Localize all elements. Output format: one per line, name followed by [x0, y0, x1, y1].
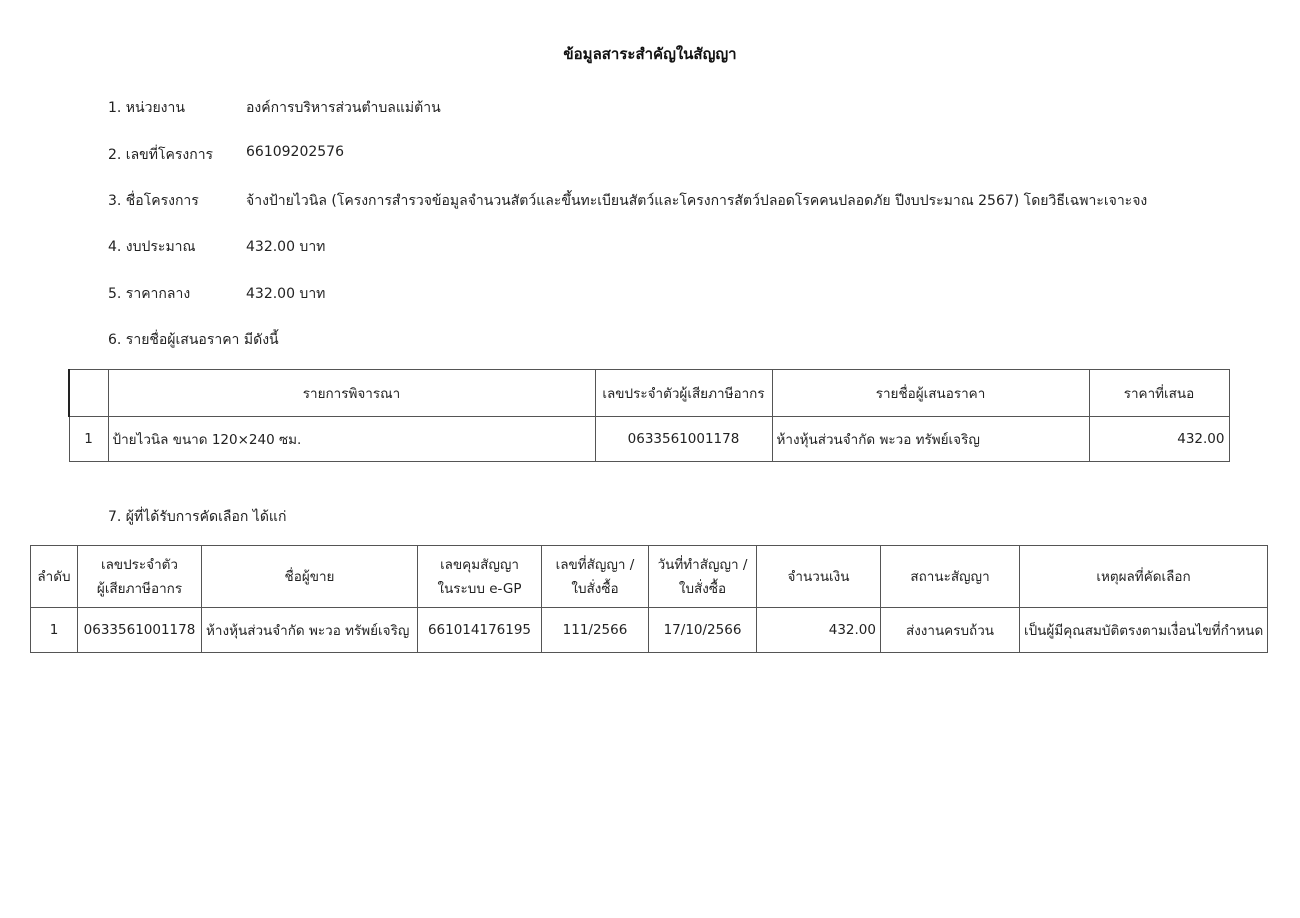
cell-tax-id: 0633561001178	[78, 608, 202, 653]
header-line: ผู้เสียภาษีอากร	[96, 580, 183, 597]
cell-number: 1	[69, 417, 108, 462]
header-cell-control-number	[418, 546, 542, 608]
header-cell-number: ลำดับ	[31, 546, 78, 608]
info-row-agency	[108, 97, 441, 119]
info-label: 2. เลขที่โครงการ	[108, 147, 214, 163]
info-value: 432.00 บาท	[246, 286, 326, 302]
header-line: เลขประจำตัว	[100, 556, 179, 573]
cell-status: ส่งงานครบถ้วน	[881, 608, 1020, 653]
selected-table	[30, 545, 1268, 653]
header-line: เลขคุมสัญญา	[440, 556, 519, 573]
info-value: จ้างป้ายไวนิล (โครงการสำรวจข้อมูลจำนวนสัตว์และขึ้นทะเบียนสัตว์และโครงการสัตว์ปลอดโรคคนปลอดภัย ปีงบประมาณ 2567) โดยวิธีเฉพาะเจาะจง	[246, 193, 1148, 209]
bidders-table	[68, 369, 1230, 462]
header-line: เลขที่สัญญา /	[555, 556, 635, 573]
header-cell-reason: เหตุผลที่คัดเลือก	[1020, 546, 1268, 608]
header-cell-price: ราคาที่เสนอ	[1089, 370, 1229, 417]
table-row	[31, 608, 1268, 653]
info-value: 66109202576	[246, 144, 344, 160]
cell-contract-number: 111/2566	[542, 608, 649, 653]
header-line: วันที่ทำสัญญา /	[657, 556, 748, 573]
info-row-project-number	[108, 144, 344, 166]
cell-item: ป้ายไวนิล ขนาด 120×240 ซม.	[108, 417, 595, 462]
header-cell-contract-date	[649, 546, 757, 608]
cell-amount: 432.00	[757, 608, 881, 653]
info-value: 432.00 บาท	[246, 239, 326, 255]
header-cell-bidder: รายชื่อผู้เสนอราคา	[772, 370, 1089, 417]
table-header-row	[69, 370, 1229, 417]
header-cell-status: สถานะสัญญา	[881, 546, 1020, 608]
cell-seller: ห้างหุ้นส่วนจำกัด พะวอ ทรัพย์เจริญ	[202, 608, 418, 653]
header-cell-contract-number	[542, 546, 649, 608]
document-title: ข้อมูลสาระสำคัญในสัญญา	[563, 45, 737, 63]
header-cell-item: รายการพิจารณา	[108, 370, 595, 417]
cell-price: 432.00	[1089, 417, 1229, 462]
info-value: องค์การบริหารส่วนตำบลแม่ต้าน	[246, 100, 441, 116]
cell-contract-date: 17/10/2566	[649, 608, 757, 653]
info-row-project-name	[108, 190, 1147, 212]
header-cell-tax-id	[78, 546, 202, 608]
info-label: 4. งบประมาณ	[108, 239, 196, 255]
table-header-row	[31, 546, 1268, 608]
info-row-budget	[108, 236, 325, 258]
header-cell-number	[69, 370, 108, 417]
info-row-median-price	[108, 283, 325, 305]
header-line: ใบสั่งซื้อ	[678, 580, 727, 597]
selected-section-label: 7. ผู้ที่ได้รับการคัดเลือก ได้แก่	[108, 509, 287, 525]
cell-reason: เป็นผู้มีคุณสมบัติตรงตามเงื่อนไขที่กำหนด	[1020, 608, 1268, 653]
header-line: ใบสั่งซื้อ	[571, 580, 619, 597]
cell-control-number: 661014176195	[418, 608, 542, 653]
info-label: 1. หน่วยงาน	[108, 100, 185, 116]
cell-bidder: ห้างหุ้นส่วนจำกัด พะวอ ทรัพย์เจริญ	[772, 417, 1089, 462]
header-cell-tax-id: เลขประจำตัวผู้เสียภาษีอากร	[595, 370, 772, 417]
bidders-section-label: 6. รายชื่อผู้เสนอราคา มีดังนี้	[108, 332, 279, 348]
cell-number: 1	[31, 608, 78, 653]
header-cell-amount: จำนวนเงิน	[757, 546, 881, 608]
info-label: 3. ชื่อโครงการ	[108, 193, 199, 209]
header-line: ในระบบ e-GP	[437, 580, 522, 597]
cell-tax-id: 0633561001178	[595, 417, 772, 462]
header-cell-seller: ชื่อผู้ขาย	[202, 546, 418, 608]
table-row	[69, 417, 1229, 462]
info-label: 5. ราคากลาง	[108, 286, 191, 302]
